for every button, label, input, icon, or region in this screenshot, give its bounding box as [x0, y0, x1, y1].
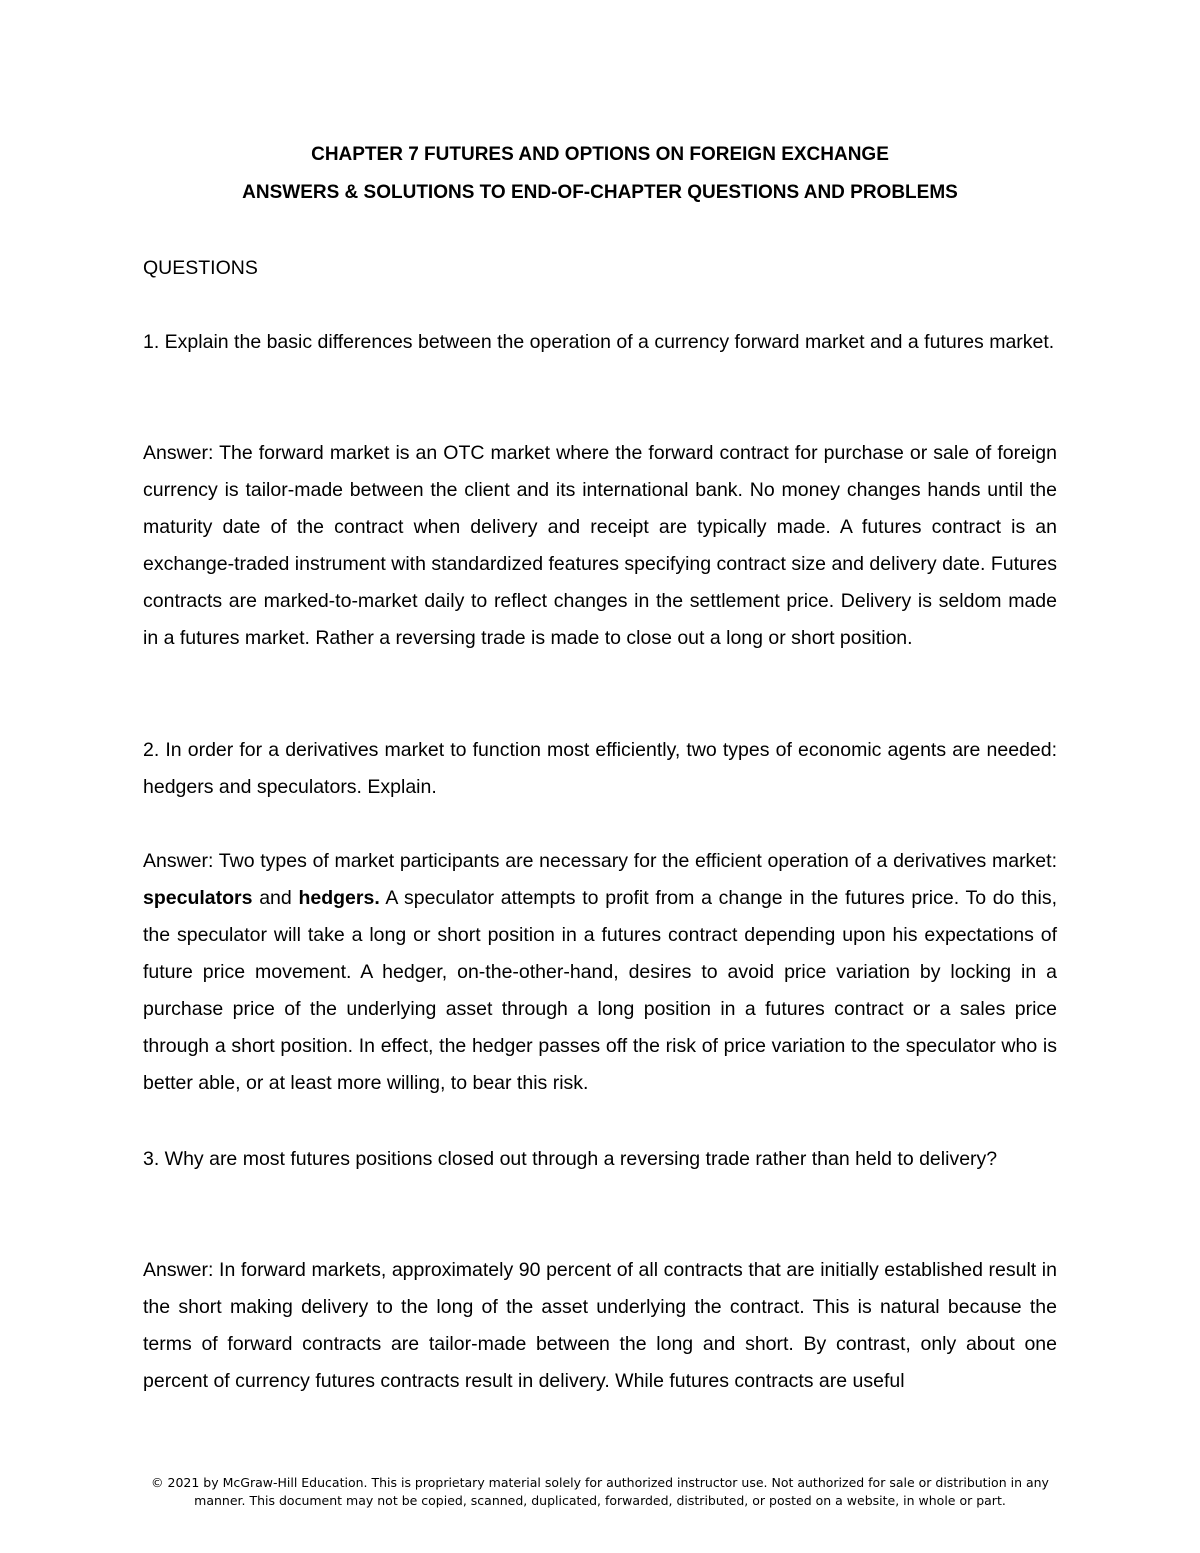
chapter-subtitle: ANSWERS & SOLUTIONS TO END-OF-CHAPTER QUESTIONS AND PROBLEMS — [242, 182, 958, 203]
copyright-footer — [0, 1474, 1200, 1510]
question-1: 1. Explain the basic differences between the operation of a currency forward market and a futures market. — [143, 331, 1055, 353]
answer-2-bold-hedgers: hedgers. — [298, 887, 380, 909]
answer-2-text-and: and — [252, 887, 299, 909]
question-2: 2. In order for a derivatives market to function most efficiently, two types of economic agents are needed: hedgers and speculators. Explain. — [143, 739, 1057, 798]
answer-2-bold-speculators: speculators — [143, 887, 253, 909]
answer-2-text-part2: A speculator attempts to profit from a change in the futures price. To do this, the speculator will take a long or short position in a futures contract depending upon his expectations of future price movement. A hedger, on-the-other-hand, desires to avoid price variation by locking in a purchase price of the underlying asset through a long position in a futures contract or a sales price through a short position. In effect, the hedger passes off the risk of price variation to the speculator who is better able, or at least more willing, to bear this risk. — [143, 887, 1057, 1094]
answer-3: Answer: In forward markets, approximately 90 percent of all contracts that are initially established result in the short making delivery to the long of the asset underlying the contract. This is natural because the terms of forward contracts are tailor-made between the long and short. By contrast, only about one percent of currency futures contracts result in delivery. While futures contracts are useful — [143, 1259, 1057, 1392]
answer-2-text-part1: Answer: Two types of market participants are necessary for the efficient operation of a derivatives market: — [143, 850, 1057, 872]
answer-2 — [143, 843, 1057, 1102]
section-heading: QUESTIONS — [143, 257, 258, 279]
answer-1: Answer: The forward market is an OTC market where the forward contract for purchase or sale of foreign currency is tailor-made between the client and its international bank. No money changes hands until the maturity date of the contract when delivery and receipt are typically made. A futures contract is an exchange-traded instrument with standardized features specifying contract size and delivery date. Futures contracts are marked-to-market daily to reflect changes in the settlement price. Delivery is seldom made in a futures market. Rather a reversing trade is made to close out a long or short position. — [143, 442, 1057, 649]
footer-line-1: © 2021 by McGraw-Hill Education. This is proprietary material solely for authorized instructor use. Not authorized for sale or distribution in any — [151, 1475, 1049, 1490]
question-3: 3. Why are most futures positions closed out through a reversing trade rather than held to delivery? — [143, 1148, 998, 1170]
chapter-title: CHAPTER 7 FUTURES AND OPTIONS ON FOREIGN EXCHANGE — [311, 144, 889, 165]
footer-line-2: manner. This document may not be copied, scanned, duplicated, forwarded, distributed, or posted on a website, in whole or part. — [194, 1493, 1006, 1508]
